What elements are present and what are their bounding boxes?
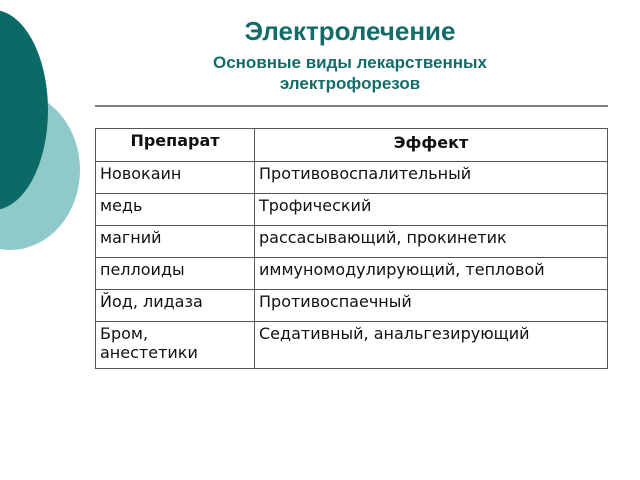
title-block [140,16,560,94]
drug-cell: Бром, анестетики [96,322,255,369]
drug-cell: магний [96,226,255,258]
slide-subtitle [140,52,560,94]
slide-title: Электролечение [244,16,456,46]
table-row [96,194,608,226]
header-effect: Эффект [255,129,608,162]
table-row [96,226,608,258]
effect-cell: рассасывающий, прокинетик [255,226,608,258]
electrophoresis-table [95,128,608,369]
title-divider [95,105,608,107]
drug-cell: пеллоиды [96,258,255,290]
table-header-row [96,129,608,162]
table-row [96,290,608,322]
table-row [96,258,608,290]
header-drug: Препарат [96,129,255,162]
effect-cell: Седативный, анальгезирующий [255,322,608,369]
effect-cell: Противовоспалительный [255,162,608,194]
effect-cell: Трофический [255,194,608,226]
drug-cell: Йод, лидаза [96,290,255,322]
drug-cell: медь [96,194,255,226]
table-row [96,322,608,369]
effect-cell: Противоспаечный [255,290,608,322]
effect-cell: иммуномодулирующий, тепловой [255,258,608,290]
drug-cell: Новокаин [96,162,255,194]
subtitle-line-1: Основные виды лекарственных [212,53,488,72]
subtitle-line-2: электрофорезов [279,74,421,93]
table-row [96,162,608,194]
